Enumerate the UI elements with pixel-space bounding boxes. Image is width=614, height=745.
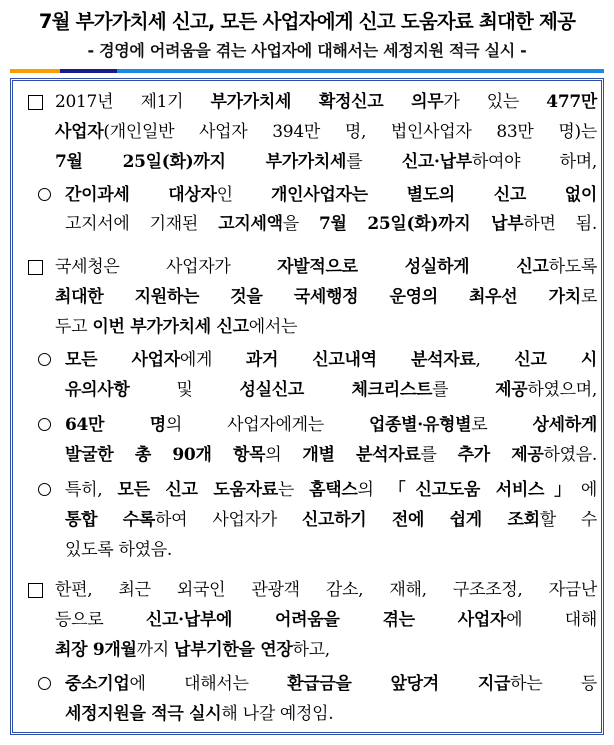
emphasis-text: 부가가치세 확정신고 의무 [210,92,444,112]
body-text: 하였으며, [527,380,597,400]
emphasis-text: 신고하기 전에 쉽게 조회 [301,510,540,530]
body-text: 를 [420,445,458,465]
emphasis-text: 간이과세 대상자 [65,185,217,205]
body-text: 로 [471,415,533,435]
emphasis-text: 신고 시 [514,350,597,370]
emphasis-text: 발굴한 총 90개 항목 [65,445,266,465]
paragraph-line [55,90,597,114]
emphasis-text: 통합 수록 [65,510,156,530]
body-text: 하고, [292,640,330,660]
page-title: 7월 부가가치세 신고, 모든 사업자에게 신고 도움자료 최대한 제공 [38,10,576,33]
paragraph-line [65,538,597,562]
paragraph-line [55,255,597,279]
emphasis-text: 자발적으로 성실하게 신고 [277,257,549,277]
emphasis-text: 7월 25일(화)까지 부가가치세 [55,152,347,172]
body-text: 있도록 하였음. [65,540,172,560]
emphasis-text: 유의사항 [65,380,130,400]
body-text: 2017년 제1기 [55,92,211,112]
paragraph-line [65,378,597,402]
body-text: 까지 [136,640,174,660]
body-text: 에 대해서는 [129,674,288,694]
body-text: 하여 사업자가 [155,510,302,530]
square-bullet-icon [28,260,43,275]
divider-orange [10,69,60,73]
body-text: , [475,350,515,370]
paragraph-line [55,315,597,339]
emphasis-text: 「신고도움 서비스」 [388,480,581,500]
paragraph-line [65,478,597,502]
emphasis-text: 신고·납부에 어려움을 겪는 사업자 [145,610,507,630]
emphasis-text: 과거 신고내역 분석자료 [245,350,476,370]
paragraph-line [65,508,597,532]
emphasis-text: 이번 부가가치세 신고 [92,317,249,337]
body-text: 에 대해 [506,610,597,630]
paragraph-line [55,285,597,309]
paragraph-line [65,413,597,437]
body-text: 에서는 [248,317,298,337]
emphasis-text: 사업자 [55,122,104,142]
body-text: 해 나갈 예정임. [221,704,334,724]
emphasis-text: 중소기업 [65,674,130,694]
body-text: (개인일반 사업자 394만 명, 법인사업자 83만 명)는 [103,122,597,142]
emphasis-text: 성실신고 체크리스트 [239,380,433,400]
body-text: 를 [346,152,402,172]
emphasis-text: 개인사업자는 별도의 신고 없이 [271,185,597,205]
body-text: 하는 등 [510,674,597,694]
body-text: 인 [216,185,272,205]
paragraph-line [65,443,597,467]
body-text: 하였음. [543,445,597,465]
circle-bullet-icon [38,418,51,431]
emphasis-text: 최장 9개월 [55,640,137,660]
paragraph-line [55,608,597,632]
square-bullet-icon [28,95,43,110]
circle-bullet-icon [38,353,51,366]
paragraph-line [55,150,597,174]
paragraph-line [65,702,597,726]
body-text: 하도록 [548,257,597,277]
body-text: 의 사업자에게는 [165,415,369,435]
content-box [10,78,604,735]
body-text: 및 [129,380,240,400]
emphasis-text: 64만 명 [65,415,166,435]
body-text: 로 [580,287,597,307]
body-text: 에게 [179,350,246,370]
body-text: 를 [432,380,496,400]
emphasis-text: 업종별·유형별 [368,415,472,435]
circle-bullet-icon [38,483,51,496]
body-text: 할 수 [539,510,597,530]
emphasis-text: 모든 신고 도움자료 [117,480,278,500]
emphasis-text: 납부기한을 연장 [174,640,293,660]
emphasis-text: 모든 사업자 [65,350,180,370]
body-text: 을 [282,214,320,234]
body-text: 하면 됨. [523,214,598,234]
body-text: 의 [265,445,303,465]
paragraph-line [65,672,597,696]
emphasis-text: 개별 분석자료 [302,445,421,465]
body-text: 등으로 [55,610,146,630]
circle-bullet-icon [38,677,51,690]
body-text: 특히, [65,480,118,500]
emphasis-text: 최대한 지원하는 것을 국세행정 운영의 최우선 가치 [55,287,581,307]
emphasis-text: 7월 25일(화)까지 납부 [319,214,524,234]
body-text: 는 [277,480,310,500]
paragraph-line [65,183,597,207]
paragraph-line [55,578,597,602]
body-text: 가 있는 [443,92,547,112]
divider-blue [117,69,604,73]
emphasis-text: 홈택스 [309,480,358,500]
body-text: 한편, 최근 외국인 관광객 감소, 재해, 구조조정, 자금난 [55,580,597,600]
body-text: 두고 [55,317,93,337]
page-subtitle: - 경영에 어려움을 겪는 사업자에 대해서는 세정지원 적극 실시 - [87,41,527,60]
paragraph-line [65,212,597,236]
square-bullet-icon [28,583,43,598]
body-text: 하여야 하며, [471,152,598,172]
body-text: 의 [357,480,389,500]
emphasis-text: 추가 제공 [457,445,544,465]
paragraph-line [65,348,597,372]
paragraph-line [55,638,597,662]
circle-bullet-icon [38,188,51,201]
emphasis-text: 고지세액 [218,214,283,234]
body-text: 에 [580,480,597,500]
emphasis-text: 상세하게 [532,415,598,435]
emphasis-text: 세정지원을 적극 실시 [65,704,222,724]
emphasis-text: 신고·납부 [401,152,472,172]
paragraph-line [55,120,597,144]
emphasis-text: 제공 [495,380,528,400]
divider-navy [60,69,117,73]
body-text: 국세청은 사업자가 [55,257,278,277]
emphasis-text: 477만 [546,92,598,112]
emphasis-text: 환급금을 앞당겨 지급 [287,674,511,694]
body-text: 고지서에 기재된 [65,214,219,234]
